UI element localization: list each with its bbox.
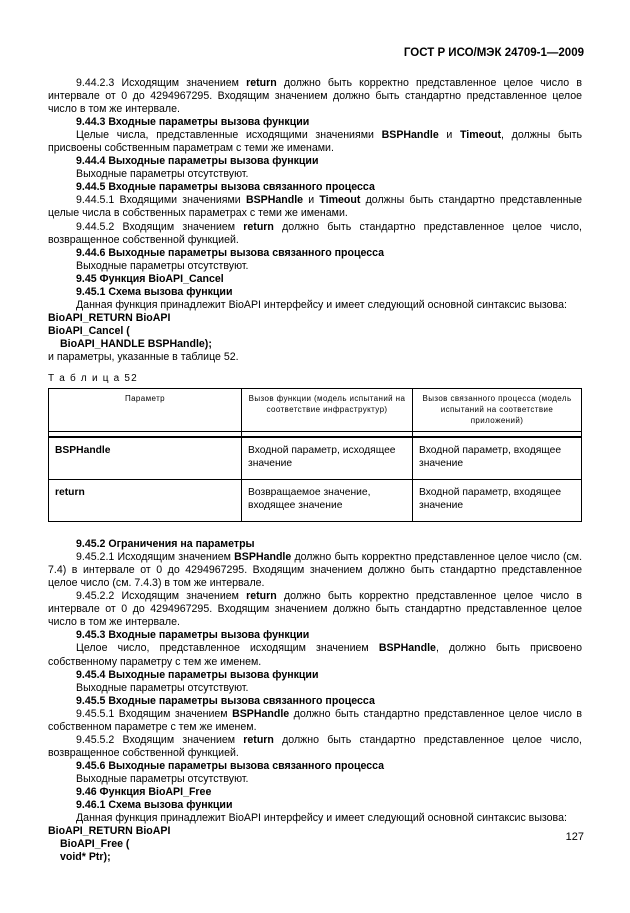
- table-cell: Возвращаемое значение, входящее значение: [242, 480, 413, 522]
- paragraph: Целые числа, представленные исходящими значениями BSPHandle и Timeout, должны быть присвоены собственным параметрам с теми же именами.: [48, 129, 582, 155]
- paragraph: 9.44.5.1 Входящими значениями BSPHandle и Timeout должны быть стандартно представленные целые числа в собственных параметрах с теми же именами.: [48, 194, 583, 220]
- section-heading: 9.45 Функция BioAPI_Cancel: [76, 272, 224, 285]
- paragraph: Выходные параметры отсутствуют.: [76, 681, 249, 694]
- table-cell: Входной параметр, входящее значение: [413, 480, 582, 522]
- section-heading: 9.45.6 Выходные параметры вызова связанного процесса: [76, 759, 385, 772]
- code-line: BioAPI_Free (: [60, 838, 130, 851]
- table-cell: Входной параметр, входящее значение: [413, 437, 582, 480]
- section-heading: 9.45.4 Выходные параметры вызова функции: [76, 668, 319, 681]
- code-line: BioAPI_HANDLE BSPHandle);: [60, 337, 212, 350]
- parameters-table: [48, 388, 582, 522]
- paragraph: Выходные параметры отсутствуют.: [76, 259, 249, 272]
- section-heading: 9.45.3 Входные параметры вызова функции: [76, 629, 310, 642]
- table-cell: Входной параметр, исходящее значение: [242, 437, 413, 480]
- table-caption: Т а б л и ц а 52: [48, 373, 138, 385]
- table-row: [49, 437, 582, 480]
- section-heading: 9.46 Функция BioAPI_Free: [76, 785, 212, 798]
- paragraph: Данная функция принадлежит BioAPI интерфейсу и имеет следующий основной синтаксис вызова:: [76, 298, 567, 311]
- paragraph: 9.44.2.3 Исходящим значением return должно быть корректно представленное целое число в интервале от 0 до 4294967295. Входящим значением должно быть стандартно представленное целое число в том же интервале.: [48, 77, 582, 116]
- table-cell: BSPHandle: [49, 437, 242, 480]
- paragraph: Целое число, представленное исходящим значением BSPHandle, должно быть присвоено собственному параметру с тем же именем.: [48, 642, 582, 668]
- section-heading: 9.46.1 Схема вызова функции: [76, 799, 233, 812]
- page-body: [48, 77, 582, 864]
- paragraph: Данная функция принадлежит BioAPI интерфейсу и имеет следующий основной синтаксис вызова:: [76, 812, 567, 825]
- page-number: 127: [565, 831, 584, 843]
- section-heading: 9.44.5 Входные параметры вызова связанного процесса: [76, 181, 375, 194]
- paragraph: 9.44.5.2 Входящим значением return должно быть стандартно представленное целое число, возвращенное собственной функцией.: [48, 220, 582, 246]
- paragraph: 9.45.5.2 Входящим значением return должно быть стандартно представленное целое число, возвращенное собственной функцией.: [48, 733, 582, 759]
- table-header: Вызов связанного процесса (модель испытаний на соответствие приложений): [413, 389, 582, 432]
- paragraph: 9.45.5.1 Входящим значением BSPHandle должно быть стандартно представленное целое число в собственном параметре с тем же именем.: [48, 707, 582, 733]
- section-heading: 9.45.1 Схема вызова функции: [76, 285, 233, 298]
- table-header: Вызов функции (модель испытаний на соответствие инфраструктур): [242, 389, 413, 432]
- code-line: BioAPI_RETURN BioAPI: [48, 311, 171, 324]
- section-heading: 9.45.2 Ограничения на параметры: [76, 538, 255, 551]
- section-heading: 9.44.3 Входные параметры вызова функции: [76, 116, 310, 129]
- paragraph: 9.45.2.1 Исходящим значением BSPHandle должно быть корректно представленное целое число (см. 7.4) в интервале от 0 до 4294967295. Входящим значением должно быть стандартно представленное целое число (см. 7.4.3) в том же интервале.: [48, 551, 583, 590]
- code-line: void* Ptr);: [60, 851, 111, 864]
- paragraph: и параметры, указанные в таблице 52.: [48, 350, 239, 363]
- section-heading: 9.45.5 Входные параметры вызова связанного процесса: [76, 694, 375, 707]
- code-line: BioAPI_RETURN BioAPI: [48, 825, 171, 838]
- paragraph: Выходные параметры отсутствуют.: [76, 772, 249, 785]
- section-heading: 9.44.4 Выходные параметры вызова функции: [76, 155, 319, 168]
- running-header: ГОСТ Р ИСО/МЭК 24709-1—2009: [403, 47, 584, 59]
- code-line: BioAPI_Cancel (: [48, 324, 130, 337]
- paragraph: 9.45.2.2 Исходящим значением return должно быть корректно представленное целое число в интервале от 0 до 4294967295. Входящим значением должно быть стандартно представленное целое число в том же интервале.: [48, 590, 582, 629]
- paragraph: Выходные параметры отсутствуют.: [76, 168, 249, 181]
- table-header: Параметр: [49, 389, 242, 432]
- table-row: [49, 480, 582, 522]
- section-heading: 9.44.6 Выходные параметры вызова связанного процесса: [76, 246, 385, 259]
- table-cell: return: [49, 480, 242, 522]
